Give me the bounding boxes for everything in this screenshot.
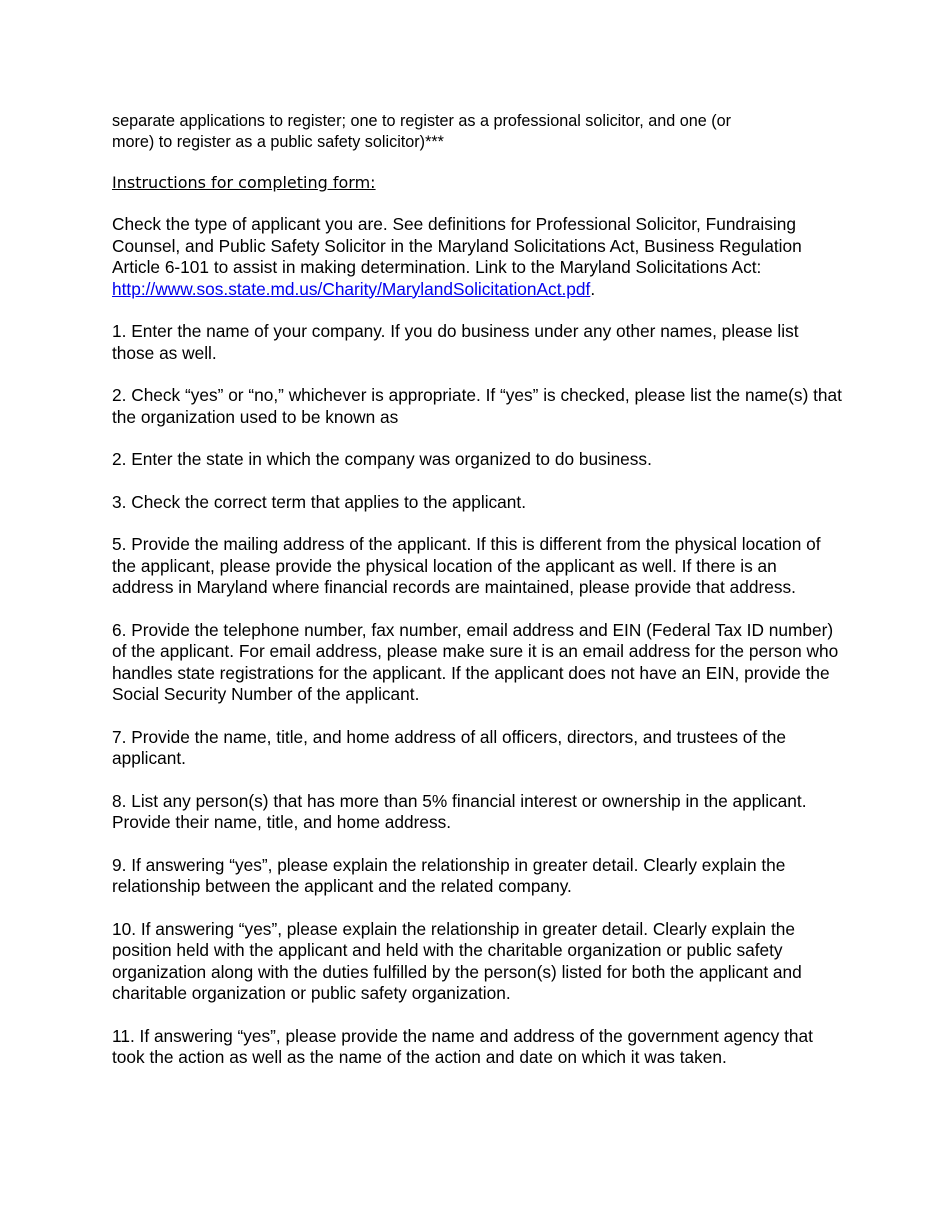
instruction-item-7: 7. Provide the name, title, and home address of all officers, directors, and trustees of the applicant. <box>112 726 787 768</box>
instruction-item-4: 3. Check the correct term that applies to the applicant. <box>112 491 527 512</box>
intro-text <box>112 111 842 152</box>
instruction-item-11: 11. If answering “yes”, please provide the name and address of the government agency that took the action as well as the name of the action and date on which it was taken. <box>112 1025 813 1067</box>
check-type-text: Check the type of applicant you are. See definitions for Professional Solicitor, Fundraising Counsel, and Public Safety Solicitor in the Maryland Solicitations Act, Business Regulation Article 6-101 to assist in making determination. Link to the Maryland Solicitations Act: <box>112 214 802 277</box>
link-period: . <box>590 278 596 299</box>
instruction-item-2: 2. Check “yes” or “no,” whichever is appropriate. If “yes” is checked, please list the name(s) that the organization used to be known as <box>112 385 842 427</box>
instruction-item-1: 1. Enter the name of your company. If you do business under any other names, please list those as well. <box>112 321 799 363</box>
intro-line-1: separate applications to register; one to register as a professional solicitor, and one (or <box>112 112 732 130</box>
instruction-item-8: 8. List any person(s) that has more than 5% financial interest or ownership in the applicant. Provide their name, title, and home address. <box>112 790 807 832</box>
instruction-item-9: 9. If answering “yes”, please explain the relationship in greater detail. Clearly explain the relationship between the applicant and the related company. <box>112 854 786 896</box>
instruction-item-6: 6. Provide the telephone number, fax number, email address and EIN (Federal Tax ID number) of the applicant. For email address, please make sure it is an email address for the person who handles state registrations for the applicant. If the applicant does not have an EIN, provide the Social Security Number of the applicant. <box>112 619 839 704</box>
document-page <box>112 111 842 1069</box>
instruction-item-3: 2. Enter the state in which the company was organized to do business. <box>112 449 652 469</box>
solicitations-act-link[interactable]: http://www.sos.state.md.us/Charity/MarylandSolicitationAct.pdf <box>112 278 591 299</box>
check-type-paragraph <box>112 214 842 300</box>
intro-line-2: more) to register as a public safety solicitor)*** <box>112 132 444 151</box>
instruction-item-5: 5. Provide the mailing address of the applicant. If this is different from the physical location of the applicant, please provide the physical location of the applicant as well. If there is an address in Maryland where financial records are maintained, please provide that address. <box>112 534 821 597</box>
instructions-heading: Instructions for completing form: <box>112 173 376 192</box>
instruction-item-10: 10. If answering “yes”, please explain the relationship in greater detail. Clearly explain the position held with the applicant and held with the charitable organization or public safety organization along with the duties fulfilled by the person(s) listed for both the applicant and charitable organization or public safety organization. <box>112 918 802 1003</box>
